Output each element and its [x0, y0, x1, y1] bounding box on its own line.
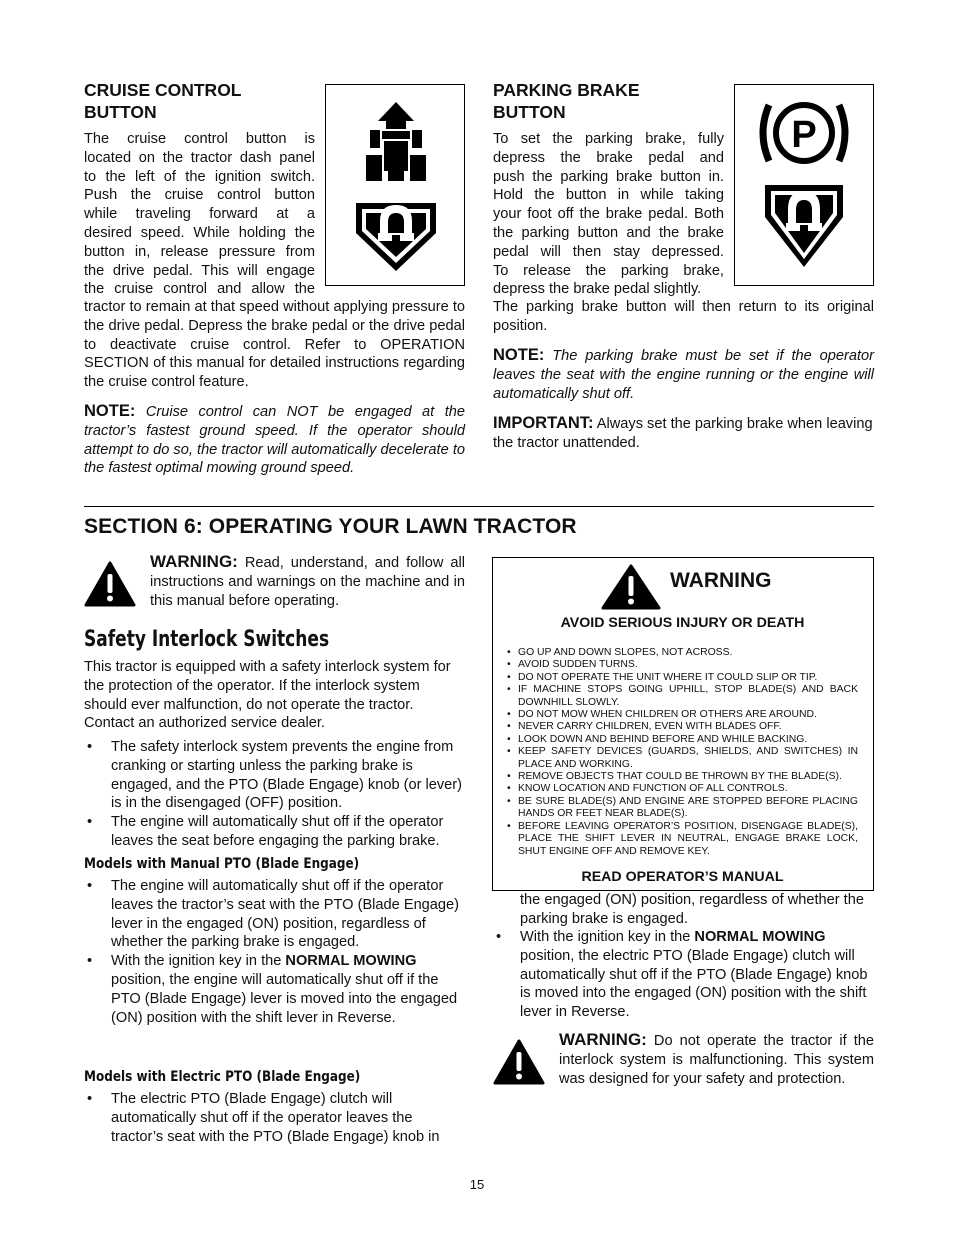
parking-note-text: The parking brake must be set if the operator leaves the seat with the engine running or the engine will automatically shut off.: [493, 348, 874, 402]
parking-brake-icon: [735, 85, 872, 284]
warning-triangle-icon: [600, 564, 662, 610]
list-item: • LOOK DOWN AND BEHIND BEFORE AND WHILE BACKING.: [506, 734, 858, 746]
parking-rest: The parking brake button will then return to its original position.: [493, 299, 874, 334]
list-item: • BE SURE BLADE(S) AND ENGINE ARE STOPPED BEFORE PLACING HANDS OR FEET NEAR BLADE(S).: [506, 796, 858, 821]
list-item: • NEVER CARRY CHILDREN, EVEN WITH BLADES OFF.: [506, 721, 858, 733]
cruise-control-icon: [326, 85, 463, 284]
cruise-icon-box: [325, 84, 465, 286]
interlock-bullets: [84, 738, 465, 851]
electric-pto-title: Models with Electric PTO (Blade Engage): [84, 1069, 361, 1085]
warning1: [150, 553, 465, 610]
section-title: SECTION 6: OPERATING YOUR LAWN TRACTOR: [84, 515, 577, 538]
list-item: • The safety interlock system prevents the engine from cranking or starting unless the parking brake is engaged, and the PTO (Blade Engage) knob (or lever) is in the disengaged (OFF) position.: [84, 738, 465, 813]
list-item: • DO NOT MOW WHEN CHILDREN OR OTHERS ARE AROUND.: [506, 709, 858, 721]
warning-box: [492, 557, 874, 891]
warning2-text: Do not operate the tractor if the interlock system is malfunctioning. This system was designed for your safety and protection.: [559, 1033, 874, 1087]
parking-icon-box: [734, 84, 874, 286]
warning2: [559, 1031, 874, 1088]
parking-lines: To set the parking brake, fully depress the brake pedal and push the parking brake button in. Hold the button in while taking your foot off the brake pedal. Both the parking button and the brake pedal will then stay depressed. To release the parking brake, depress the brake pedal slightly.: [493, 131, 724, 298]
interlock-title: Safety Interlock Switches: [84, 627, 330, 652]
electric-pto-bullets-cont: [493, 928, 874, 1022]
page-number: 15: [469, 1177, 485, 1192]
list-item: • The engine will automatically shut off if the operator leaves the tractor’s seat with the PTO (Blade Engage) lever in the engaged (ON) position, regardless of whether the parking brake is engaged.: [84, 877, 465, 952]
list-item: • AVOID SUDDEN TURNS.: [506, 659, 858, 671]
list-item: • REMOVE OBJECTS THAT COULD BE THROWN BY THE BLADE(S).: [506, 771, 858, 783]
warning-box-title: WARNING: [670, 569, 772, 592]
list-item: • The engine will automatically shut off if the operator leaves the seat before engaging the parking brake.: [84, 813, 465, 851]
parking-note-label: NOTE:: [493, 346, 545, 364]
cruise-note-text: Cruise control can NOT be engaged at the tractor’s fastest ground speed. If the operator should attempt to do so, the tractor will automatically decelerate to the fastest optimal mowing ground speed.: [84, 404, 465, 477]
list-item: • With the ignition key in the NORMAL MOWING position, the electric PTO (Blade Engage) clutch will automatically shut off if the PTO (Blade Engage) knob is moved into the engaged (ON) position with the shift lever in Reverse.: [493, 928, 874, 1022]
warning-triangle-icon: [84, 561, 136, 607]
cruise-note: [84, 402, 465, 478]
electric-pto-b1-cont: the engaged (ON) position, regardless of whether the parking brake is engaged.: [520, 892, 864, 927]
svg-text:P: P: [791, 114, 817, 156]
parking-important: [493, 414, 874, 453]
warning2-label: WARNING:: [559, 1030, 647, 1049]
warning-box-footer: READ OPERATOR’S MANUAL: [581, 869, 784, 885]
interlock-intro: This tractor is equipped with a safety interlock system for the protection of the operator. If the interlock system should ever malfunction, do not operate the tractor. Contact an authorized service dealer.: [84, 659, 451, 732]
list-item: • BEFORE LEAVING OPERATOR’S POSITION, DISENGAGE BLADE(S), PLACE THE SHIFT LEVER IN NEUTRAL, ENGAGE BRAKE LOCK, SHUT ENGINE OFF AND REMOVE KEY.: [506, 821, 858, 858]
manual-pto-title: Models with Manual PTO (Blade Engage): [84, 856, 360, 872]
list-item: • KNOW LOCATION AND FUNCTION OF ALL CONTROLS.: [506, 783, 858, 795]
warning1-text: Read, understand, and follow all instructions and warnings on the machine and in this manual before operating.: [150, 555, 465, 609]
electric-pto-bullets: [84, 1090, 465, 1146]
warning-triangle-icon: [493, 1039, 545, 1085]
section-divider: [84, 506, 874, 507]
cruise-rest: tractor to remain at that speed without applying pressure to the drive pedal. Depress the brake pedal or the drive pedal to deactivate cruise control. Refer to OPERATION SECTION of this manual for detailed instructions regarding the cruise control feature.: [84, 299, 465, 391]
warning1-label: WARNING:: [150, 552, 238, 571]
list-item: • KEEP SAFETY DEVICES (GUARDS, SHIELDS, AND SWITCHES) IN PLACE AND WORKING.: [506, 746, 858, 771]
list-item: • The electric PTO (Blade Engage) clutch will automatically shut off if the operator leaves the tractor’s seat with the PTO (Blade Engage) knob in: [84, 1090, 465, 1146]
parking-important-text: Always set the parking brake when leaving the tractor unattended.: [493, 416, 873, 451]
manual-pto-bullets: [84, 877, 465, 1027]
cruise-note-label: NOTE:: [84, 402, 136, 420]
parking-title: PARKING BRAKE BUTTON: [493, 80, 640, 122]
list-item: • DO NOT OPERATE THE UNIT WHERE IT COULD SLIP OR TIP.: [506, 672, 858, 684]
list-item: • GO UP AND DOWN SLOPES, NOT ACROSS.: [506, 647, 858, 659]
list-item: • IF MACHINE STOPS GOING UPHILL, STOP BLADE(S) AND BACK DOWNHILL SLOWLY.: [506, 684, 858, 709]
parking-note: [493, 346, 874, 403]
parking-important-label: IMPORTANT:: [493, 414, 594, 432]
list-item: • With the ignition key in the NORMAL MOWING position, the engine will automatically shut off if the PTO (Blade Engage) lever is moved into the engaged (ON) position with the shift lever in Reverse.: [84, 952, 465, 1027]
warning-box-list: [506, 647, 858, 858]
cruise-lines: The cruise control button is located on the tractor dash panel to the left of the ignition switch. Push the cruise control button while traveling forward at a desired speed. While holding the button in, release pressure from the drive pedal. This will engage the cruise control and allow the: [84, 131, 315, 298]
warning-box-subtitle: AVOID SERIOUS INJURY OR DEATH: [560, 615, 805, 631]
cruise-title: CRUISE CONTROL BUTTON: [84, 80, 242, 122]
